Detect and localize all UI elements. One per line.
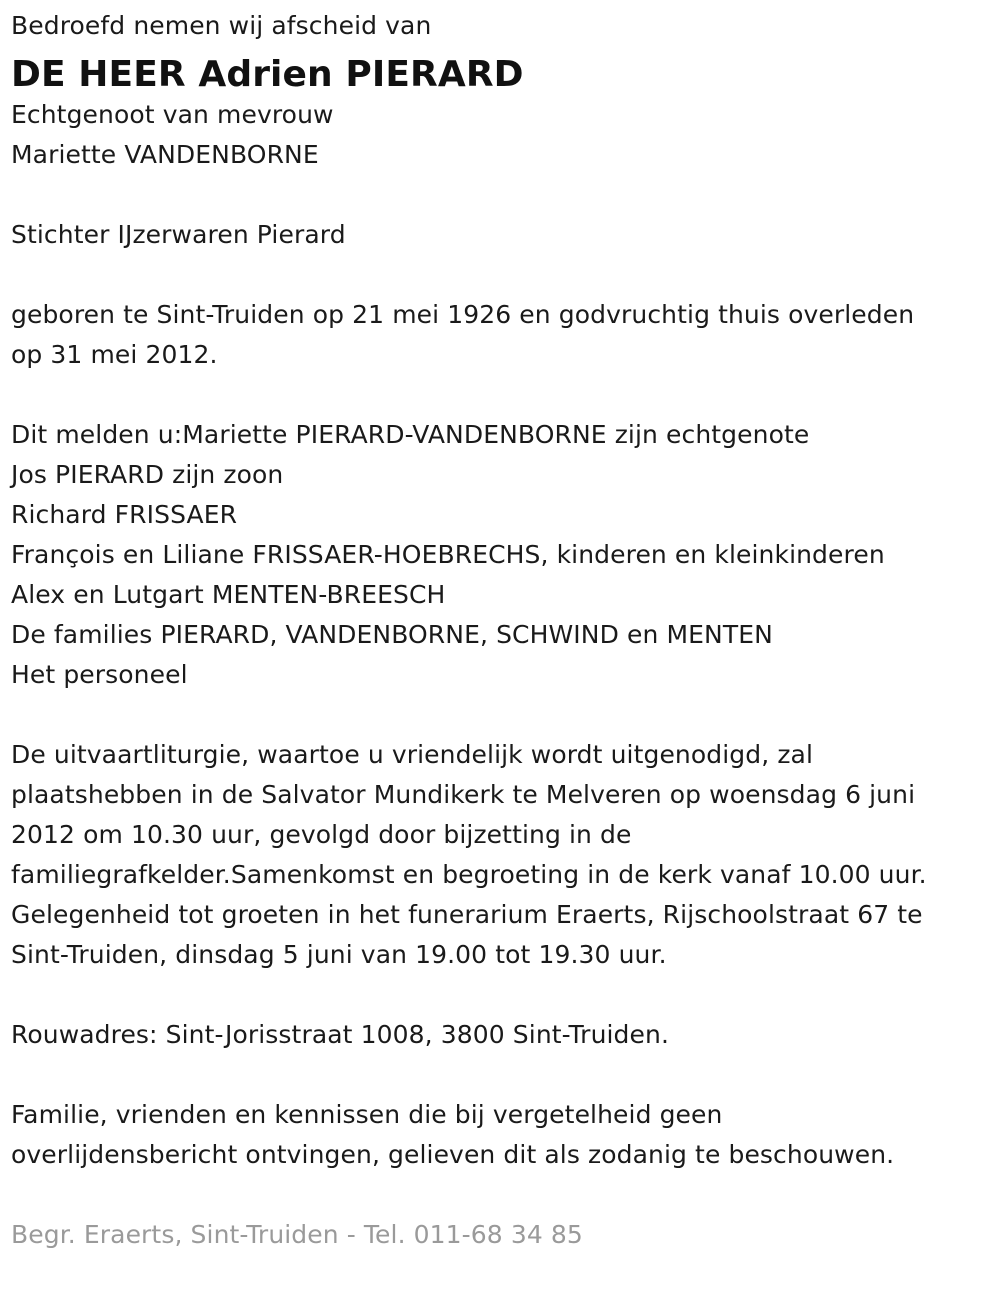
funeral-line: Gelegenheid tot groeten in het funerarium Eraerts, Rijschoolstraat 67 te	[11, 900, 923, 929]
announcers-list	[11, 415, 991, 695]
closing-note	[11, 1095, 991, 1175]
birth-death-line-1: geboren te Sint-Truiden op 21 mei 1926 en godvruchtig thuis overleden	[11, 300, 915, 329]
mourning-address: Rouwadres: Sint-Jorisstraat 1008, 3800 Sint-Truiden.	[11, 1020, 669, 1049]
announcer-line: Dit melden u:Mariette PIERARD-VANDENBORNE zijn echtgenote	[11, 420, 810, 449]
spacer	[11, 975, 991, 1015]
intro-text: Bedroefd nemen wij afscheid van	[11, 11, 432, 40]
funeral-line: familiegrafkelder.Samenkomst en begroeting in de kerk vanaf 10.00 uur.	[11, 860, 927, 889]
announcer-line: Alex en Lutgart MENTEN-BREESCH	[11, 580, 446, 609]
closing-line: overlijdensbericht ontvingen, gelieven dit als zodanig te beschouwen.	[11, 1140, 895, 1169]
funeral-details	[11, 735, 991, 975]
spacer	[11, 175, 991, 215]
announcer-line: De families PIERARD, VANDENBORNE, SCHWIND en MENTEN	[11, 620, 773, 649]
funeral-line: plaatshebben in de Salvator Mundikerk te Melveren op woensdag 6 juni	[11, 780, 916, 809]
spouse-line-2: Mariette VANDENBORNE	[11, 140, 319, 169]
funeral-line: De uitvaartliturgie, waartoe u vriendelijk wordt uitgenodigd, zal	[11, 740, 814, 769]
role-text: Stichter IJzerwaren Pierard	[11, 220, 346, 249]
spouse-line-1: Echtgenoot van mevrouw	[11, 100, 334, 129]
obituary-notice	[11, 6, 991, 1255]
announcer-line: Richard FRISSAER	[11, 500, 238, 529]
funeral-home-footer: Begr. Eraerts, Sint-Truiden - Tel. 011-68 34 85	[11, 1220, 583, 1249]
deceased-name: DE HEER Adrien PIERARD	[11, 54, 524, 95]
funeral-line: 2012 om 10.30 uur, gevolgd door bijzetting in de	[11, 820, 632, 849]
closing-line: Familie, vrienden en kennissen die bij vergetelheid geen	[11, 1100, 723, 1129]
spacer	[11, 1055, 991, 1095]
announcer-line: Jos PIERARD zijn zoon	[11, 460, 284, 489]
spacer	[11, 1175, 991, 1215]
announcer-line: François en Liliane FRISSAER-HOEBRECHS, kinderen en kleinkinderen	[11, 540, 885, 569]
birth-death-line-2: op 31 mei 2012.	[11, 340, 218, 369]
spacer	[11, 695, 991, 735]
announcer-line: Het personeel	[11, 660, 188, 689]
spacer	[11, 375, 991, 415]
funeral-line: Sint-Truiden, dinsdag 5 juni van 19.00 tot 19.30 uur.	[11, 940, 667, 969]
spacer	[11, 255, 991, 295]
